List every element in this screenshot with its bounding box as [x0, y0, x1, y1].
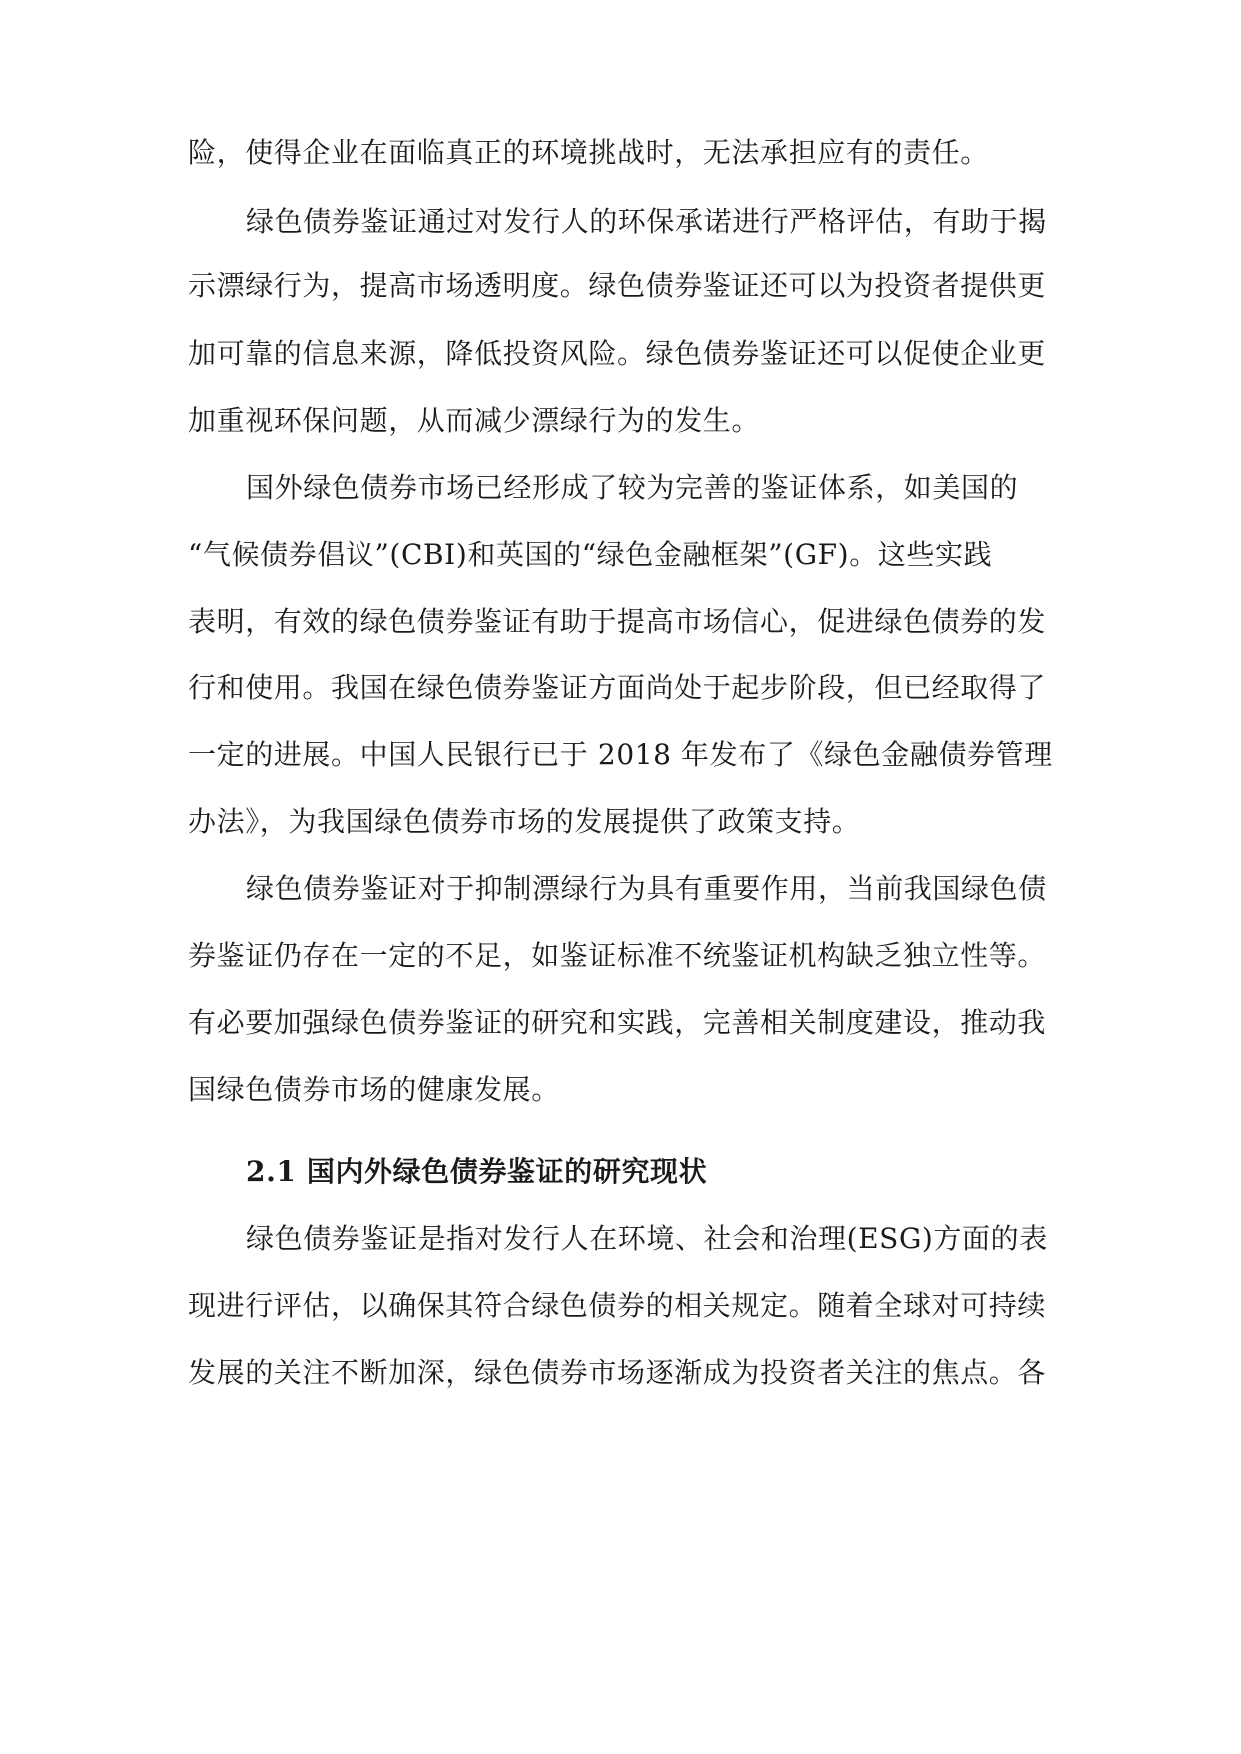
paragraph-line: 绿色债券鉴证通过对发行人的环保承诺进行严格评估，有助于揭	[246, 205, 1047, 238]
paragraph-line: 行和使用。我国在绿色债券鉴证方面尚处于起步阶段，但已经取得了	[188, 671, 1047, 704]
paragraph-line: 券鉴证仍存在一定的不足，如鉴证标准不统鉴证机构缺乏独立性等。	[188, 939, 1047, 972]
paragraph-line: 发展的关注不断加深，绿色债券市场逐渐成为投资者关注的焦点。各	[188, 1356, 1047, 1389]
paragraph-line: 现进行评估，以确保其符合绿色债券的相关规定。随着全球对可持续	[188, 1289, 1047, 1322]
paragraph-line: 绿色债券鉴证是指对发行人在环境、社会和治理(ESG)方面的表	[246, 1222, 1048, 1255]
paragraph-line: 国绿色债券市场的健康发展。	[188, 1073, 560, 1106]
paragraph-line: 国外绿色债券市场已经形成了较为完善的鉴证体系，如美国的	[246, 471, 1019, 504]
paragraph-line: 绿色债券鉴证对于抑制漂绿行为具有重要作用，当前我国绿色债	[246, 872, 1047, 905]
paragraph-line: 表明，有效的绿色债券鉴证有助于提高市场信心，促进绿色债券的发	[188, 605, 1047, 638]
paragraph-line: 加重视环保问题，从而减少漂绿行为的发生。	[188, 404, 761, 437]
paragraph-line: 有必要加强绿色债券鉴证的研究和实践，完善相关制度建设，推动我	[188, 1006, 1047, 1039]
paragraph-line: 办法》，为我国绿色债券市场的发展提供了政策支持。	[188, 805, 861, 838]
section-heading: 2.1 国内外绿色债券鉴证的研究现状	[246, 1155, 708, 1188]
paragraph-line: 险，使得企业在面临真正的环境挑战时，无法承担应有的责任。	[188, 136, 989, 169]
paragraph-line: 示漂绿行为，提高市场透明度。绿色债券鉴证还可以为投资者提供更	[188, 269, 1047, 302]
paragraph-line: 加可靠的信息来源，降低投资风险。绿色债券鉴证还可以促使企业更	[188, 337, 1047, 370]
paragraph-line: “气候债券倡议”(CBI)和英国的“绿色金融框架”(GF)。这些实践	[188, 538, 993, 571]
paragraph-line: 一定的进展。中国人民银行已于 2018 年发布了《绿色金融债券管理	[188, 738, 1053, 771]
